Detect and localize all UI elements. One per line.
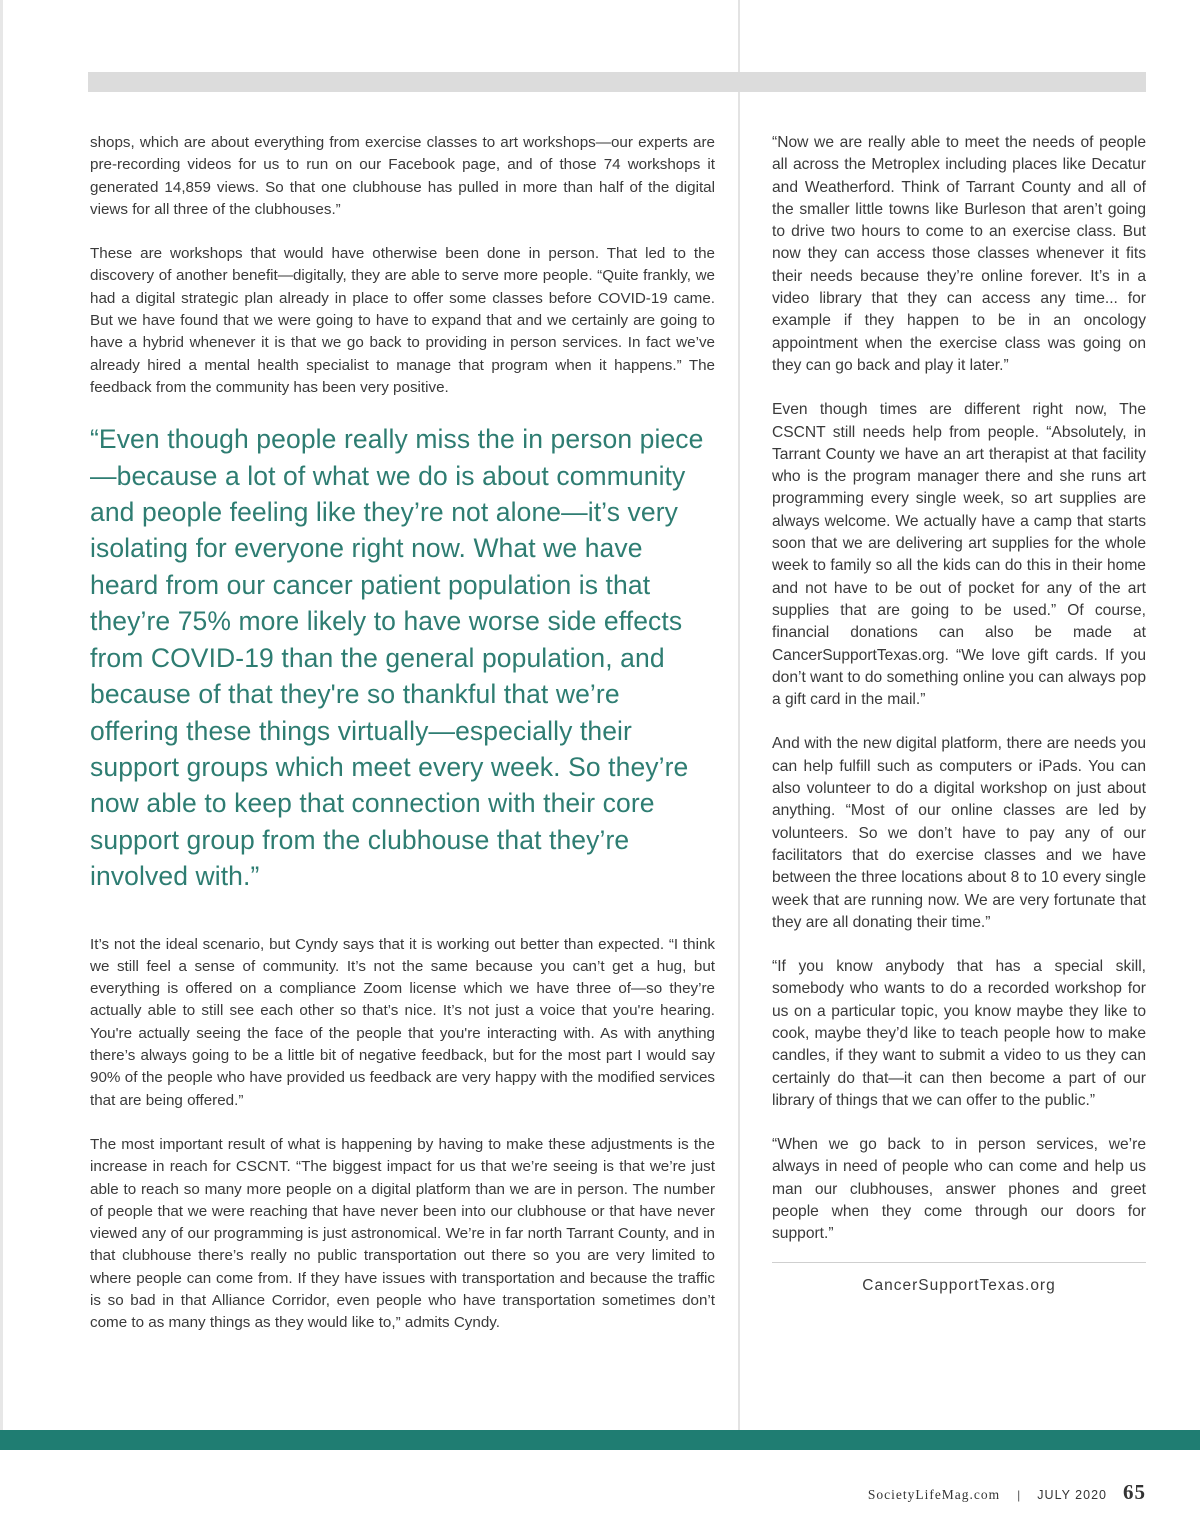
page-edge (0, 0, 3, 1430)
source-link[interactable]: CancerSupportTexas.org (862, 1276, 1056, 1294)
source-divider (772, 1262, 1146, 1263)
right-column (772, 132, 1146, 1295)
footer-issue: JULY 2020 (1037, 1488, 1107, 1502)
body-paragraph: And with the new digital platform, there are needs you can help fulfill such as computers or iPads. You can also volunteer to do a digital workshop on just about anything. “Most of our online classes are led by volunteers. So we don’t have to pay any of our facilitators that do exercise classes and we have between the three locations about 8 to 10 every single week that are running now. We are very fortunate that they are all donating their time.” (772, 735, 1146, 931)
column-divider (738, 0, 740, 1430)
body-paragraph: “When we go back to in person services, we’re always in need of people who can come and help us man our clubhouses, answer phones and greet people when they come through our doors for support.” (772, 1136, 1146, 1243)
body-paragraph: The most important result of what is happening by having to make these adjustments is the increase in reach for CSCNT. “The biggest impact for us that we’re seeing is that we’re just able to reach so many more people on a digital platform than we are in person. The number of people that we were reaching that have never been into our clubhouse or that have never viewed any of our programming is just astronomical. We’re in far north Tarrant County, and in that clubhouse there’s really no public transportation out there so you are very limited to where people can come from. If they have issues with transportation and because the traffic is so bad in that Alliance Corridor, even people who have transportation sometimes don’t come to as many things as they would like to,” admits Cyndy. (90, 1135, 715, 1332)
body-paragraph: These are workshops that would have otherwise been done in person. That led to the discovery of another benefit—digitally, they are able to serve more people. “Quite frankly, we had a digital strategic plan already in place to offer some classes before COVID-19 came. But we have found that we were going to have to expand that and we certainly are going to have a hybrid whenever it is that we go back to providing in person services. In fact we’ve already hired a mental health specialist to manage that program when it happens.” The feedback from the community has been very positive. (90, 245, 715, 396)
body-paragraph: Even though times are different right now, The CSCNT still needs help from people. “Absolutely, in Tarrant County we have an art therapist at that facility who is the program manager there and she runs art programming every single week, so art supplies are always welcome. We actually have a camp that starts soon that we are delivering art supplies for the whole week to family so all the kids can do this in their home and not have to be out of pocket for any of the art supplies that are going to be used.” Of course, financial donations can also be made at CancerSupportTexas.org. “We love gift cards. If you don’t want to do something online you can always pop a gift card in the mail.” (772, 401, 1146, 709)
left-column (90, 132, 715, 1357)
footer-separator: | (1017, 1488, 1021, 1502)
page-footer (868, 1480, 1146, 1505)
body-paragraph: “If you know anybody that has a special skill, somebody who wants to do a recorded workshop for us on a particular topic, you know maybe they like to cook, maybe they’d like to teach people how to make candles, if they want to submit a video to us they can certainly do that—it can then become a part of our library of things that we can offer to the public.” (772, 958, 1146, 1109)
pull-quote: “Even though people really miss the in person piece—because a lot of what we do is about community and people feeling like they’re not alone—it’s very isolating for everyone right now. What we have heard from our cancer patient population is that they’re 75% more likely to have worse side effects from COVID-19 than the general population, and because of that they're so thankful that we’re offering these things virtually—especially their support groups which meet every week. So they’re now able to keep that connection with their core support group from the clubhouse that they’re involved with.” (90, 424, 704, 892)
page-number: 65 (1123, 1480, 1146, 1504)
body-paragraph: It’s not the ideal scenario, but Cyndy says that it is working out better than expected. “I think we still feel a sense of community. It’s not the same because you can’t get a hug, but everything is offered on a compliance Zoom license which we have three of—so they’re actually able to still see each other so that’s nice. It’s not just a voice that you're hearing. You're actually seeing the face of the people that you're interacting with. As with anything there’s always going to be a little bit of negative feedback, but for the most part I would say 90% of the people who have provided us feedback are very happy with the modified services that are being offered.” (90, 935, 715, 1109)
body-paragraph: shops, which are about everything from exercise classes to art workshops—our experts are pre-recording videos for us to run on our Facebook page, and of those 74 workshops it generated 14,859 views. So that one clubhouse has pulled in more than half of the digital views for all three of the clubhouses.” (90, 134, 715, 218)
footer-band (0, 1430, 1200, 1450)
body-paragraph: “Now we are really able to meet the needs of people all across the Metroplex including places like Decatur and Weatherford. Think of Tarrant County and all of the smaller little towns like Burleson that aren’t going to drive two hours to come to an exercise class. But now they can access those classes whenever it fits their needs because they’re online forever. It’s in a video library that they can access any time... for example if they happen to be in an oncology appointment when the exercise class was going on they can go back and play it later.” (772, 134, 1146, 374)
footer-site[interactable]: SocietyLifeMag.com (867, 1487, 1001, 1502)
header-bar (88, 72, 1146, 92)
